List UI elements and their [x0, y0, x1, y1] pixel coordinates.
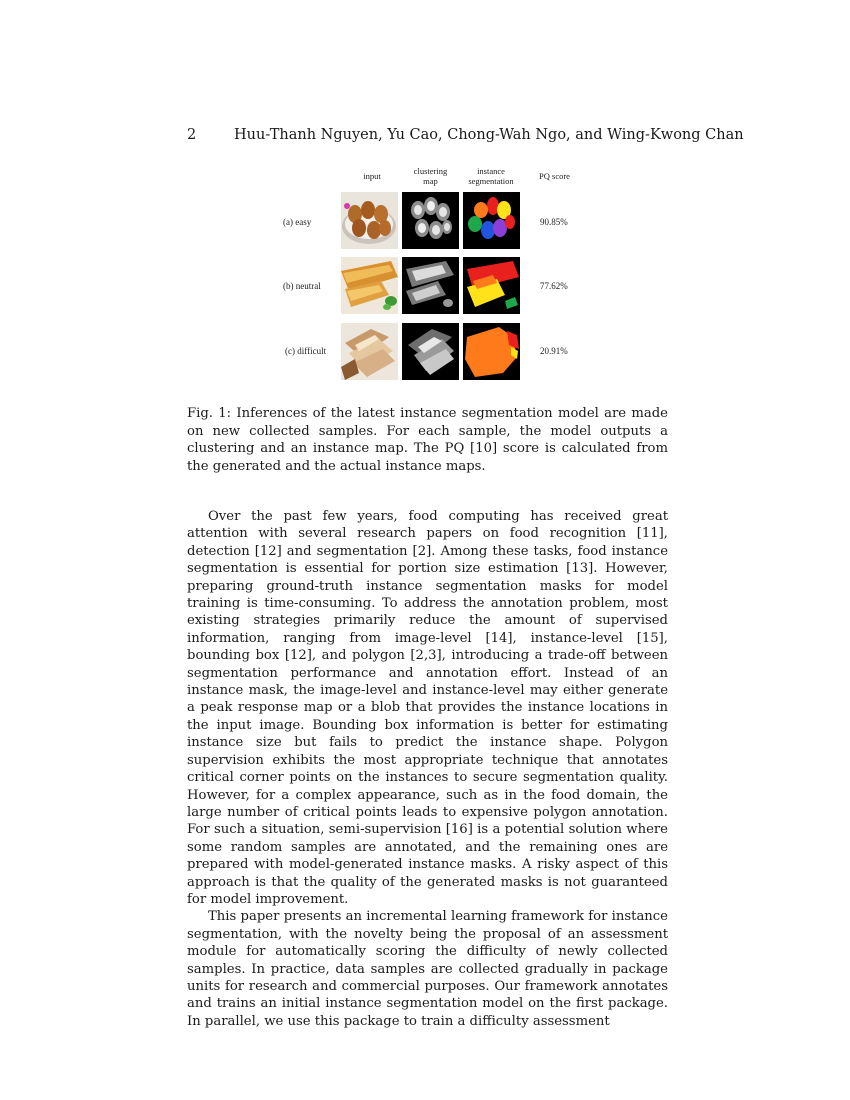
- clustering-map-neutral: [402, 257, 459, 314]
- row-label-difficult: (c) difficult: [285, 346, 327, 356]
- pq-score-neutral: 77.62%: [540, 281, 568, 291]
- row-label-neutral: (b) neutral: [283, 281, 321, 291]
- column-header-line: map: [423, 176, 438, 186]
- instance-segmentation-easy: [463, 192, 520, 249]
- instance-segmentation-neutral: [463, 257, 520, 314]
- pq-score-easy: 90.85%: [540, 217, 568, 227]
- column-header-pq-score: [532, 171, 577, 181]
- column-header-line: segmentation: [468, 176, 514, 186]
- instance-segmentation-difficult: [463, 323, 520, 380]
- row-label-easy: (a) easy: [283, 217, 312, 227]
- column-header-line: instance: [477, 166, 505, 176]
- author-line: Huu-Thanh Nguyen, Yu Cao, Chong-Wah Ngo, and Wing-Kwong Chan: [234, 127, 744, 143]
- clustering-map-difficult: [402, 323, 459, 380]
- pq-score-difficult: 20.91%: [540, 346, 568, 356]
- column-header-line: input: [363, 171, 381, 181]
- input-image-difficult: [341, 323, 398, 380]
- column-header-input: [352, 171, 392, 181]
- page-number: 2: [187, 127, 197, 143]
- paragraph: This paper presents an incremental learning framework for instance segmentation, with the novelty being the proposal of an assessment module for automatically scoring the difficulty of newly collected samples. In practice, data samples are collected gradually in package units for research and commercial purposes. Our framework annotates and trains an initial instance segmentation model on the first package. In parallel, we use this package to train a difficulty assessment: [187, 909, 668, 1029]
- input-image-neutral: [341, 257, 398, 314]
- figure-caption: Fig. 1: Inferences of the latest instance segmentation model are made on new collected samples. For each sample, the model outputs a clustering and an instance map. The PQ [10] score is calculated from the generated and the actual instance maps.: [187, 406, 668, 474]
- figure-1: [280, 163, 590, 385]
- paragraph: Over the past few years, food computing has received great attention with several research papers on food recognition [11], detection [12] and segmentation [2]. Among these tasks, food instance segmentation is essential for portion size estimation [13]. However, preparing ground-truth instance segmentation masks for model training is time-consuming. To address the annotation problem, most existing strategies primarily reduce the amount of supervised information, ranging from image-level [14], instance-level [15], bounding box [12], and polygon [2,3], introducing a trade-off between segmentation performance and annotation effort. Instead of an instance mask, the image-level and instance-level may either generate a peak response map or a blob that provides the instance locations in the input image. Bounding box information is better for estimating instance size but fails to predict the instance shape. Polygon supervision exhibits the most appropriate technique that annotates critical corner points on the instances to secure segmentation quality. However, for a complex appearance, such as in the food domain, the large number of critical points leads to expensive polygon annotation. For such a situation, semi-supervision [16] is a potential solution where some random samples are annotated, and the remaining ones are prepared with model-generated instance masks. A risky aspect of this approach is that the quality of the generated masks is not guaranteed for model improvement.: [187, 509, 668, 907]
- input-image-easy: [341, 192, 398, 249]
- column-header-clustering-map: [402, 166, 459, 186]
- column-header-line: PQ score: [539, 171, 570, 181]
- body-text: [187, 508, 668, 1030]
- clustering-map-easy: [402, 192, 459, 249]
- column-header-line: clustering: [413, 166, 448, 176]
- column-header-instance-segmentation: [460, 166, 522, 186]
